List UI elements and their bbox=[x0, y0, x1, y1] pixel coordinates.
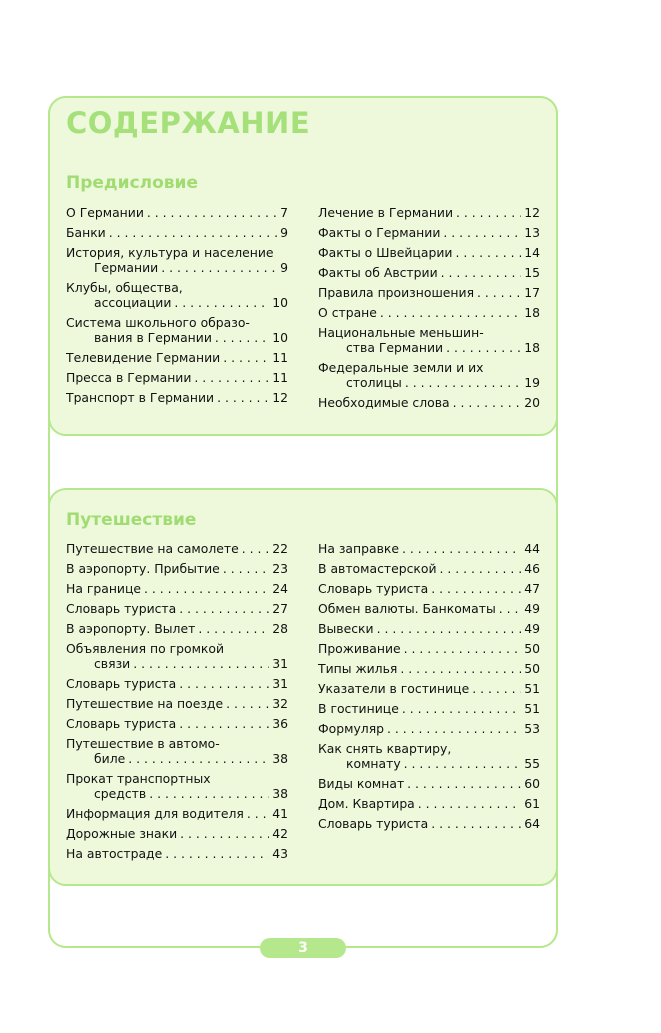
dot-leader bbox=[446, 340, 521, 355]
toc-page-number: 11 bbox=[272, 370, 288, 385]
toc-entry[interactable] bbox=[66, 601, 288, 616]
dot-leader bbox=[226, 696, 269, 711]
toc-entry-text: В автомастерской bbox=[318, 561, 437, 576]
toc-entry[interactable] bbox=[66, 736, 288, 766]
dot-leader bbox=[499, 601, 521, 616]
toc-entry[interactable] bbox=[318, 395, 540, 410]
dot-leader bbox=[147, 205, 277, 220]
toc-entry-text: На заправке bbox=[318, 541, 399, 556]
dot-leader bbox=[179, 676, 269, 691]
dot-leader bbox=[377, 621, 522, 636]
toc-page-number: 10 bbox=[272, 330, 288, 345]
toc-page-number: 14 bbox=[524, 245, 540, 260]
toc-page-number: 49 bbox=[524, 601, 540, 616]
dot-leader bbox=[431, 581, 521, 596]
toc-entry-text: комнату bbox=[346, 756, 401, 771]
toc-entry-text: Необходимые слова bbox=[318, 395, 450, 410]
toc-entry-text: Объявления по громкой bbox=[66, 641, 225, 656]
toc-page-number: 9 bbox=[280, 225, 288, 240]
toc-entry-text: В гостинице bbox=[318, 701, 399, 716]
toc-page-number: 60 bbox=[524, 776, 540, 791]
toc-entry[interactable] bbox=[318, 816, 540, 831]
toc-entry[interactable] bbox=[318, 561, 540, 576]
toc-entry[interactable] bbox=[66, 641, 288, 671]
toc-entry[interactable] bbox=[318, 245, 540, 260]
toc-column-right bbox=[318, 205, 540, 415]
toc-page-number: 24 bbox=[272, 581, 288, 596]
toc-page-number: 12 bbox=[524, 205, 540, 220]
toc-page-number: 36 bbox=[272, 716, 288, 731]
toc-entry-text: Обмен валюты. Банкоматы bbox=[318, 601, 496, 616]
toc-entry[interactable] bbox=[66, 561, 288, 576]
toc-page-number: 61 bbox=[524, 796, 540, 811]
toc-page-number: 64 bbox=[524, 816, 540, 831]
toc-page-number: 28 bbox=[272, 621, 288, 636]
toc-entry[interactable] bbox=[318, 681, 540, 696]
dot-leader bbox=[477, 285, 521, 300]
toc-entry[interactable] bbox=[66, 716, 288, 731]
toc-entry-text: Лечение в Германии bbox=[318, 205, 454, 220]
toc-entry[interactable] bbox=[66, 370, 288, 385]
toc-page-number: 19 bbox=[524, 375, 540, 390]
toc-entry[interactable] bbox=[318, 360, 540, 390]
toc-entry-text: Словарь туриста bbox=[318, 581, 429, 596]
toc-entry-text: вания в Германии bbox=[94, 330, 212, 345]
toc-entry[interactable] bbox=[318, 776, 540, 791]
toc-entry-text: О Германии bbox=[66, 205, 144, 220]
toc-entry-text: Факты о Германии bbox=[318, 225, 441, 240]
dot-leader bbox=[456, 205, 521, 220]
toc-entry-text: Факты о Швейцарии bbox=[318, 245, 453, 260]
toc-entry-text: Клубы, общества, bbox=[66, 280, 183, 295]
dot-leader bbox=[247, 806, 269, 821]
toc-entry-text: Словарь туриста bbox=[66, 601, 177, 616]
toc-page-number: 53 bbox=[524, 721, 540, 736]
toc-entry-text: Путешествие на поезде bbox=[66, 696, 224, 711]
toc-page-number: 51 bbox=[524, 701, 540, 716]
toc-entry-text: Путешествие в автомо- bbox=[66, 736, 220, 751]
dot-leader bbox=[441, 265, 522, 280]
toc-entry[interactable] bbox=[66, 225, 288, 240]
toc-entry[interactable] bbox=[66, 581, 288, 596]
dot-leader bbox=[402, 701, 521, 716]
toc-page-number: 38 bbox=[272, 751, 288, 766]
toc-entry[interactable] bbox=[318, 601, 540, 616]
dot-leader bbox=[404, 756, 522, 771]
toc-entry[interactable] bbox=[318, 721, 540, 736]
toc-page-number: 50 bbox=[524, 641, 540, 656]
toc-page-number: 50 bbox=[524, 661, 540, 676]
toc-entry-text: Проживание bbox=[318, 641, 401, 656]
dot-leader bbox=[198, 621, 269, 636]
dot-leader bbox=[215, 330, 269, 345]
toc-entry[interactable] bbox=[66, 350, 288, 365]
toc-entry-text: средств bbox=[94, 786, 147, 801]
toc-entry[interactable] bbox=[318, 701, 540, 716]
dot-leader bbox=[179, 716, 269, 731]
dot-leader bbox=[223, 561, 269, 576]
dot-leader bbox=[400, 661, 521, 676]
dot-leader bbox=[242, 541, 269, 556]
toc-column-left bbox=[66, 205, 288, 410]
toc-page-number: 15 bbox=[524, 265, 540, 280]
dot-leader bbox=[404, 641, 522, 656]
toc-page-number: 9 bbox=[280, 260, 288, 275]
dot-leader bbox=[431, 816, 521, 831]
toc-entry[interactable] bbox=[66, 280, 288, 310]
toc-entry-text: Правила произношения bbox=[318, 285, 475, 300]
toc-entry[interactable] bbox=[66, 771, 288, 801]
toc-entry[interactable] bbox=[66, 846, 288, 861]
toc-page-number: 31 bbox=[272, 656, 288, 671]
page-title: СОДЕРЖАНИЕ bbox=[66, 106, 311, 140]
toc-entry-text: О стране bbox=[318, 305, 377, 320]
toc-entry[interactable] bbox=[66, 390, 288, 405]
toc-page-number: 13 bbox=[524, 225, 540, 240]
dot-leader bbox=[380, 305, 521, 320]
toc-entry-text: Банки bbox=[66, 225, 106, 240]
toc-entry-text: Транспорт в Германии bbox=[66, 390, 215, 405]
toc-entry-text: В аэропорту. Вылет bbox=[66, 621, 196, 636]
toc-entry-text: Виды комнат bbox=[318, 776, 405, 791]
toc-entry-text: ства Германии bbox=[346, 340, 444, 355]
section-title-travel: Путешествие bbox=[66, 510, 197, 530]
toc-entry-text: столицы bbox=[346, 375, 402, 390]
toc-page-number: 47 bbox=[524, 581, 540, 596]
toc-entry[interactable] bbox=[318, 661, 540, 676]
dot-leader bbox=[405, 375, 521, 390]
toc-entry-text: Дом. Квартира bbox=[318, 796, 415, 811]
toc-page-number: 18 bbox=[524, 340, 540, 355]
dot-leader bbox=[443, 225, 521, 240]
toc-page-number: 11 bbox=[272, 350, 288, 365]
toc-page-number: 22 bbox=[272, 541, 288, 556]
toc-entry[interactable] bbox=[318, 541, 540, 556]
toc-entry-text: Вывески bbox=[318, 621, 374, 636]
dot-leader bbox=[165, 846, 269, 861]
toc-page-number: 55 bbox=[524, 756, 540, 771]
dot-leader bbox=[149, 786, 269, 801]
toc-entry-text: В аэропорту. Прибытие bbox=[66, 561, 220, 576]
toc-entry[interactable] bbox=[318, 265, 540, 280]
toc-entry-text: Информация для водителя bbox=[66, 806, 244, 821]
toc-page-number: 42 bbox=[272, 826, 288, 841]
toc-page-number: 41 bbox=[272, 806, 288, 821]
toc-entry-text: биле bbox=[94, 751, 126, 766]
toc-page-number: 23 bbox=[272, 561, 288, 576]
toc-page-number: 20 bbox=[524, 395, 540, 410]
toc-entry-text: Дорожные знаки bbox=[66, 826, 178, 841]
toc-entry-text: ассоциации bbox=[94, 295, 172, 310]
toc-entry[interactable] bbox=[318, 225, 540, 240]
toc-entry-text: Словарь туриста bbox=[66, 716, 177, 731]
dot-leader bbox=[407, 776, 521, 791]
dot-leader bbox=[128, 751, 269, 766]
toc-page-number: 44 bbox=[524, 541, 540, 556]
toc-entry[interactable] bbox=[66, 696, 288, 711]
dot-leader bbox=[180, 826, 269, 841]
toc-page-number: 27 bbox=[272, 601, 288, 616]
toc-entry[interactable] bbox=[318, 305, 540, 320]
toc-entry[interactable] bbox=[318, 325, 540, 355]
toc-entry[interactable] bbox=[318, 205, 540, 220]
toc-entry-text: Германии bbox=[94, 260, 159, 275]
toc-page-number: 17 bbox=[524, 285, 540, 300]
toc-page-number: 43 bbox=[272, 846, 288, 861]
toc-page-number: 46 bbox=[524, 561, 540, 576]
dot-leader bbox=[144, 581, 269, 596]
toc-entry-text: На автостраде bbox=[66, 846, 163, 861]
toc-entry[interactable] bbox=[66, 541, 288, 556]
toc-entry-text: связи bbox=[94, 656, 131, 671]
dot-leader bbox=[133, 656, 269, 671]
toc-column-left bbox=[66, 541, 288, 866]
toc-entry[interactable] bbox=[66, 205, 288, 220]
toc-entry-text: Указатели в гостинице bbox=[318, 681, 470, 696]
toc-entry[interactable] bbox=[66, 676, 288, 691]
dot-leader bbox=[402, 541, 521, 556]
toc-column-right bbox=[318, 541, 540, 836]
dot-leader bbox=[387, 721, 521, 736]
toc-entry-text: Путешествие на самолете bbox=[66, 541, 239, 556]
dot-leader bbox=[109, 225, 277, 240]
toc-page-number: 49 bbox=[524, 621, 540, 636]
toc-entry[interactable] bbox=[318, 741, 540, 771]
toc-entry[interactable] bbox=[66, 245, 288, 275]
dot-leader bbox=[472, 681, 521, 696]
toc-page-number: 51 bbox=[524, 681, 540, 696]
toc-page-number: 10 bbox=[272, 295, 288, 310]
dot-leader bbox=[179, 601, 269, 616]
dot-leader bbox=[217, 390, 269, 405]
toc-entry-text: Факты об Австрии bbox=[318, 265, 438, 280]
section-title-preface: Предисловие bbox=[66, 173, 198, 193]
toc-entry-text: Формуляр bbox=[318, 721, 385, 736]
toc-entry-text: История, культура и население bbox=[66, 245, 274, 260]
toc-entry-text: Телевидение Германии bbox=[66, 350, 221, 365]
toc-entry[interactable] bbox=[318, 285, 540, 300]
toc-page-number: 31 bbox=[272, 676, 288, 691]
toc-entry[interactable] bbox=[66, 826, 288, 841]
toc-entry-text: Типы жилья bbox=[318, 661, 398, 676]
dot-leader bbox=[440, 561, 522, 576]
toc-entry-text: На границе bbox=[66, 581, 142, 596]
toc-entry-text: Пресса в Германии bbox=[66, 370, 192, 385]
dot-leader bbox=[174, 295, 269, 310]
dot-leader bbox=[194, 370, 269, 385]
toc-page-number: 32 bbox=[272, 696, 288, 711]
toc-page-number: 38 bbox=[272, 786, 288, 801]
toc-entry[interactable] bbox=[318, 621, 540, 636]
page-number-badge: 3 bbox=[260, 938, 346, 958]
toc-page-number: 12 bbox=[272, 390, 288, 405]
toc-entry[interactable] bbox=[318, 581, 540, 596]
dot-leader bbox=[161, 260, 277, 275]
toc-entry[interactable] bbox=[318, 796, 540, 811]
toc-entry-text: Как снять квартиру, bbox=[318, 741, 452, 756]
dot-leader bbox=[455, 245, 521, 260]
toc-entry[interactable] bbox=[66, 806, 288, 821]
toc-entry-text: Система школьного образо- bbox=[66, 315, 250, 330]
toc-entry-text: Словарь туриста bbox=[66, 676, 177, 691]
toc-page-number: 7 bbox=[280, 205, 288, 220]
toc-entry[interactable] bbox=[318, 641, 540, 656]
dot-leader bbox=[418, 796, 521, 811]
toc-entry-text: Национальные меньшин- bbox=[318, 325, 484, 340]
toc-entry-text: Словарь туриста bbox=[318, 816, 429, 831]
dot-leader bbox=[223, 350, 269, 365]
toc-page-number: 18 bbox=[524, 305, 540, 320]
toc-entry[interactable] bbox=[66, 315, 288, 345]
toc-entry-text: Федеральные земли и их bbox=[318, 360, 484, 375]
toc-entry[interactable] bbox=[66, 621, 288, 636]
dot-leader bbox=[453, 395, 522, 410]
toc-entry-text: Прокат транспортных bbox=[66, 771, 211, 786]
